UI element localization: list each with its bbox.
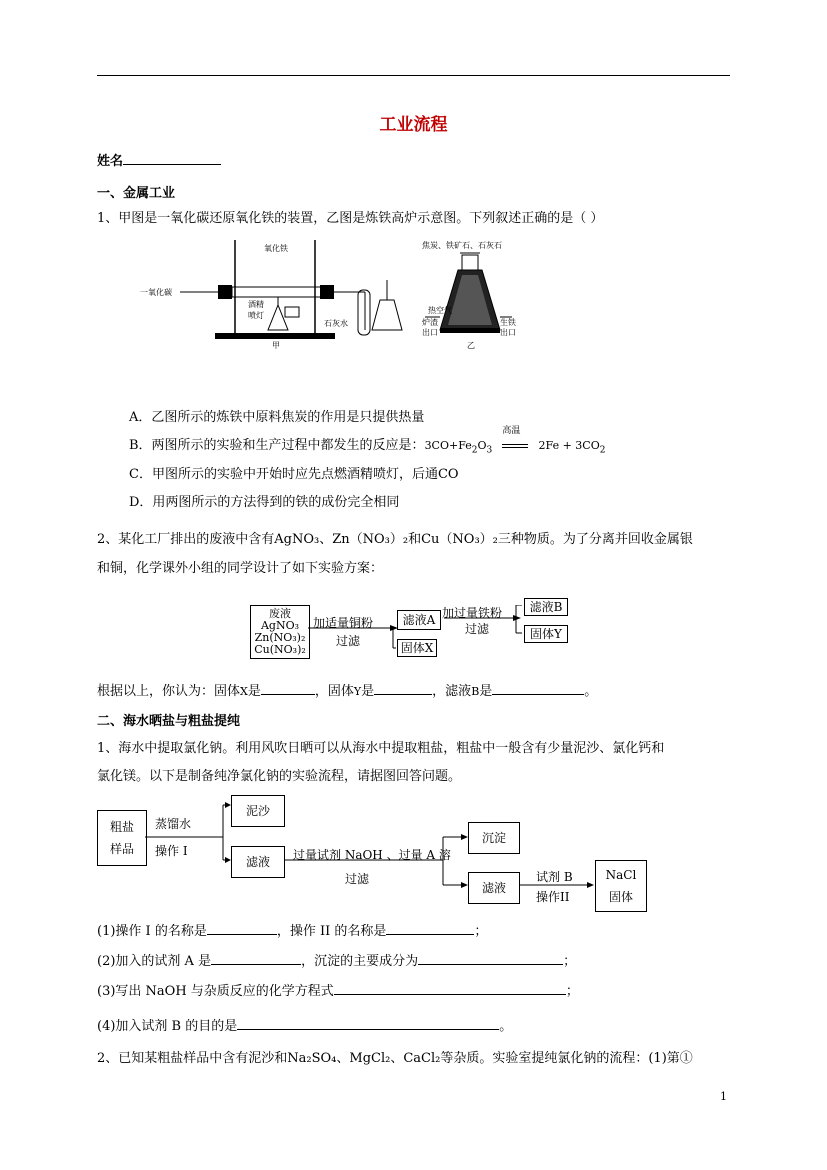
blank-solid-x[interactable]: [261, 682, 315, 695]
mud-box: 泥沙: [231, 795, 285, 827]
label-iron1: 生铁: [500, 318, 516, 327]
solid-y-box: 固体Y: [524, 625, 568, 643]
answer-y: Y: [353, 685, 362, 698]
nacl-1: NaCl: [605, 868, 637, 882]
answer-is-3: 是: [479, 684, 493, 699]
q1-stem: 1、甲图是一氧化碳还原氧化铁的装置，乙图是炼铁高炉示意图。下列叙述正确的是（ ）: [97, 211, 604, 226]
p3-c: ；: [565, 984, 579, 999]
nacl-box: [595, 860, 647, 912]
q2-stem-line2: 和铜，化学课外小组的同学设计了如下实验方案：: [97, 561, 384, 576]
waste-item-3: Cu(NO₃)₂: [254, 643, 306, 656]
label-co: 一氧化碳: [140, 288, 172, 297]
q1-option-a: A．乙图所示的炼铁中原料焦炭的作用是只提供热量: [129, 410, 425, 425]
s2q1-part1: [97, 920, 487, 939]
q1-option-d: D．用两图所示的方法得到的铁的成份完全相同: [129, 495, 400, 510]
label-lamp1: 酒精: [248, 300, 264, 309]
waste-item-1: AgNO₃: [260, 619, 300, 632]
precip-box: 沉淀: [468, 822, 520, 854]
filtrate-box: 滤液: [231, 846, 285, 878]
answer-b: B: [471, 685, 480, 698]
p2-b: ，沉淀的主要成分为: [301, 954, 419, 969]
s2q1-stem-line1: 1、海水中提取氯化钠。利用风吹日晒可以从海水中提取粗盐，粗盐中一般含有少量泥沙、氯化钙和: [97, 741, 665, 756]
p1-b: ，操作 II 的名称是: [276, 924, 387, 939]
reagent-label: 过量试剂 NaOH 、过量 A 溶: [293, 848, 451, 862]
blank-filtrate-b[interactable]: [492, 682, 584, 695]
solid-x-box: 固体X: [397, 639, 437, 657]
answer-end: 。: [584, 684, 598, 699]
name-label: 姓名: [97, 154, 124, 169]
option-b-eq-left: 3CO+Fe: [424, 439, 472, 452]
label-yi: 乙: [467, 341, 475, 350]
option-b-text: B．两图所示的实验和生产过程中都发生的反应是：: [129, 438, 425, 453]
header-rule: [97, 75, 730, 76]
q2-stem-line1: 2、某化工厂排出的废液中含有AgNO₃、Zn（NO₃）₂和Cu（NO₃）₂三种物质。为了分离并回收金属银: [97, 532, 693, 547]
crude-salt-2: 样品: [109, 842, 134, 856]
reagent-b-label: 试剂 B: [536, 870, 573, 884]
answer-mid1: ，固体: [314, 684, 354, 699]
blank-equation[interactable]: [334, 982, 566, 995]
blank-solid-y[interactable]: [374, 682, 432, 695]
page-number: 1: [720, 1090, 727, 1103]
blank-purpose[interactable]: [237, 1017, 499, 1030]
p3-a: (3)写出 NaOH 与杂质反应的化学方程式: [97, 984, 334, 999]
s2q1-part2: [97, 950, 576, 969]
section-heading-salt: 二、海水晒盐与粗盐提纯: [97, 714, 241, 729]
name-field: [97, 150, 221, 169]
q1-option-b: B．两图所示的实验和生产过程中都发生的反应是：$3CO+Fe_2O_3$ 高温 $2Fe + 3CO_2$: [129, 434, 605, 456]
blank-op1[interactable]: [207, 922, 277, 935]
nacl-2: 固体: [608, 890, 633, 904]
blank-reagent-a[interactable]: [211, 952, 301, 965]
evap-label: 蒸馏水: [155, 817, 192, 831]
filtrate-b-box: 滤液B: [524, 598, 568, 616]
op1-label: 操作 I: [155, 844, 188, 858]
s2q1-part3: [97, 980, 579, 999]
step2-top: 加过量铁粉: [442, 606, 503, 620]
p4-c: 。: [499, 1019, 513, 1034]
step1-top: 加适量铜粉: [313, 616, 374, 630]
q2-answer-line: [97, 680, 597, 699]
option-b-eq-right: 2Fe + 3CO: [538, 439, 600, 452]
answer-is-1: 是: [247, 684, 261, 699]
filter-label: 过滤: [345, 872, 370, 886]
p2-a: (2)加入的试剂 A 是: [97, 954, 212, 969]
label-iron2: 出口: [500, 328, 516, 337]
p1-a: (1)操作 I 的名称是: [97, 924, 207, 939]
s2q2-stem: 2、已知某粗盐样品中含有泥沙和Na₂SO₄、MgCl₂、CaCl₂等杂质。实验室提纯氯化钠的流程：(1)第①: [97, 1051, 693, 1066]
blank-op2[interactable]: [386, 922, 474, 935]
s2q1-part4: [97, 1015, 512, 1034]
label-limewater: 石灰水: [324, 319, 348, 328]
answer-mid2: ，滤液: [432, 684, 472, 699]
q1-option-c: C．甲图所示的实验中开始时应先点燃酒精喷灯，后通CO: [129, 467, 459, 482]
label-slag1: 炉渣: [422, 318, 438, 327]
op2-label: 操作II: [536, 890, 570, 904]
label-slag2: 出口: [422, 328, 438, 337]
waste-item-2: Zn(NO₃)₂: [254, 631, 306, 644]
figure-apparatus: [140, 235, 540, 355]
option-b-cond-text: 高温: [502, 426, 521, 436]
p1-c: ；: [474, 924, 488, 939]
label-hot-air: 热空气: [428, 306, 452, 315]
p4-a: (4)加入试剂 B 的目的是: [97, 1019, 238, 1034]
section-heading-metal: 一、金属工业: [97, 186, 176, 201]
waste-box: [250, 605, 310, 659]
label-top-materials: 焦炭、铁矿石、石灰石: [422, 241, 502, 250]
label-jia: 甲: [272, 341, 280, 350]
step2-bottom: 过滤: [465, 622, 490, 636]
blank-precipitate[interactable]: [418, 952, 563, 965]
option-b-condition: [496, 426, 534, 453]
answer-x: X: [240, 685, 248, 698]
p2-c: ；: [563, 954, 577, 969]
answer-is-2: 是: [361, 684, 375, 699]
label-fe2o3: 氧化铁: [264, 244, 288, 253]
s2q1-stem-line2: 氯化镁。以下是制备纯净氯化钠的实验流程，请据图回答问题。: [97, 769, 462, 784]
filtrate-a-box: 滤液A: [397, 610, 441, 630]
answer-prefix: 根据以上，你认为：固体: [97, 684, 241, 699]
name-blank[interactable]: [123, 152, 221, 165]
apparatus-diagram: [140, 235, 540, 355]
crude-salt-box: [97, 810, 147, 866]
page-title: 工业流程: [379, 115, 448, 135]
filtrate2-box: 滤液: [468, 872, 520, 904]
label-lamp2: 喷灯: [248, 311, 264, 320]
crude-salt-1: 粗盐: [109, 820, 134, 834]
waste-title: 废液: [269, 607, 291, 620]
step1-bottom: 过滤: [336, 634, 361, 648]
